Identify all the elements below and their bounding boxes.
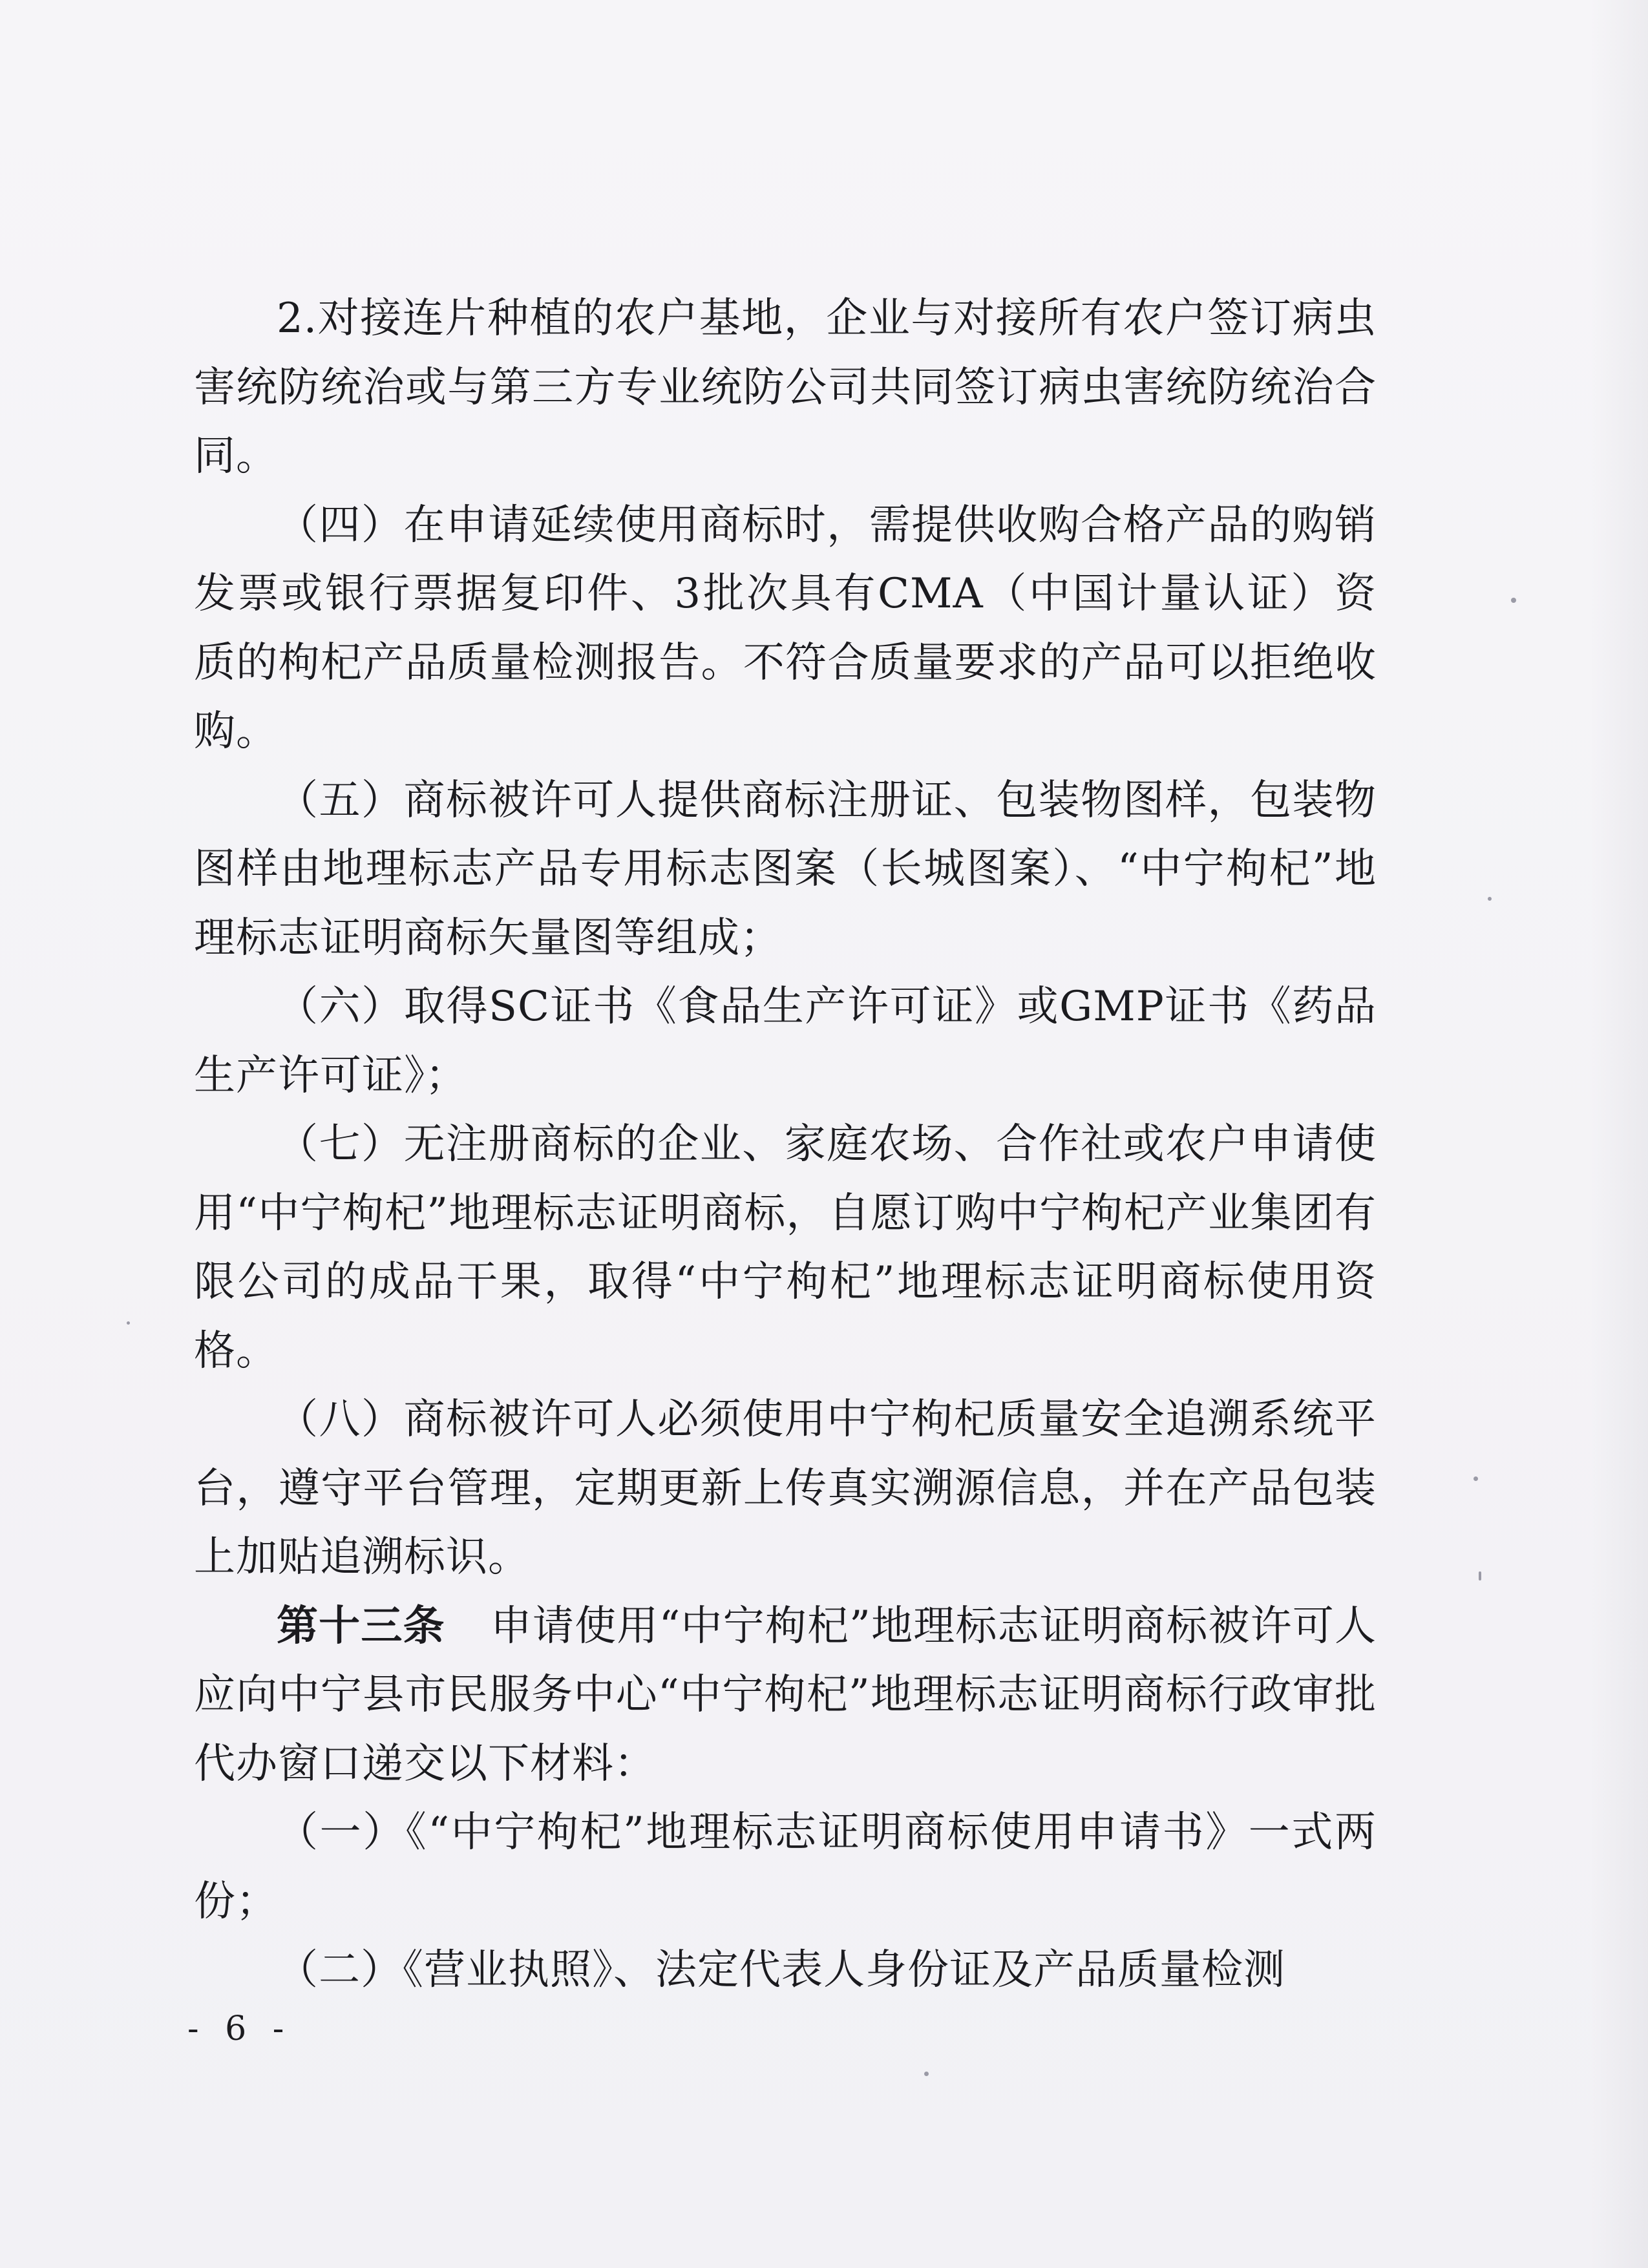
paragraph-section-6: （六）取得SC证书《食品生产许可证》或GMP证书《药品生产许可证》；: [194, 983, 1377, 1100]
paragraph-section-4: （四）在申请延续使用商标时，需提供收购合格产品的购销发票或银行票据复印件、3批次具有CMA（中国计量认证）资质的枸杞产品质量检测报告。不符合质量要求的产品可以拒绝收购。: [194, 501, 1377, 755]
article-13-paragraph: [194, 1592, 1377, 1799]
paragraph-section-8: （八）商标被许可人必须使用中宁枸杞质量安全追溯系统平台，遵守平台管理，定期更新上传真实溯源信息，并在产品包装上加贴追溯标识。: [194, 1396, 1377, 1581]
article-13-heading: 第十三条: [277, 1601, 445, 1650]
scan-speck: [1479, 1571, 1481, 1580]
paragraph-item-2: 2.对接连片种植的农户基地，企业与对接所有农户签订病虫害统防统治或与第三方专业统防公司共同签订病虫害统防统治合同。: [194, 295, 1377, 480]
paragraph-material-2: （二）《营业执照》、法定代表人身份证及产品质量检测: [277, 1946, 1285, 1994]
page-number: - 6 -: [187, 2010, 292, 2048]
paragraph-material-1: （一）《“中宁枸杞”地理标志证明商标使用申请书》一式两份；: [194, 1809, 1377, 1926]
scan-edge-shadow: [1590, 0, 1648, 2268]
paragraph-section-7: （七）无注册商标的企业、家庭农场、合作社或农户申请使用“中宁枸杞”地理标志证明商标，自愿订购中宁枸杞产业集团有限公司的成品干果，取得“中宁枸杞”地理标志证明商标使用资格。: [194, 1120, 1377, 1375]
paragraph-section-5: （五）商标被许可人提供商标注册证、包装物图样，包装物图样由地理标志产品专用标志图案（长城图案）、“中宁枸杞”地理标志证明商标矢量图等组成；: [194, 776, 1377, 962]
scan-speck: [1511, 598, 1516, 603]
article-13-text: 申请使用“中宁枸杞”地理标志证明商标被许可人应向中宁县市民服务中心“中宁枸杞”地理标志证明商标行政审批代办窗口递交以下材料：: [194, 1602, 1377, 1788]
scan-speck: [127, 1321, 130, 1325]
scan-speck: [924, 2072, 929, 2076]
scan-speck: [1488, 897, 1492, 901]
scan-speck: [1474, 1476, 1478, 1481]
document-body: [194, 284, 1377, 2005]
